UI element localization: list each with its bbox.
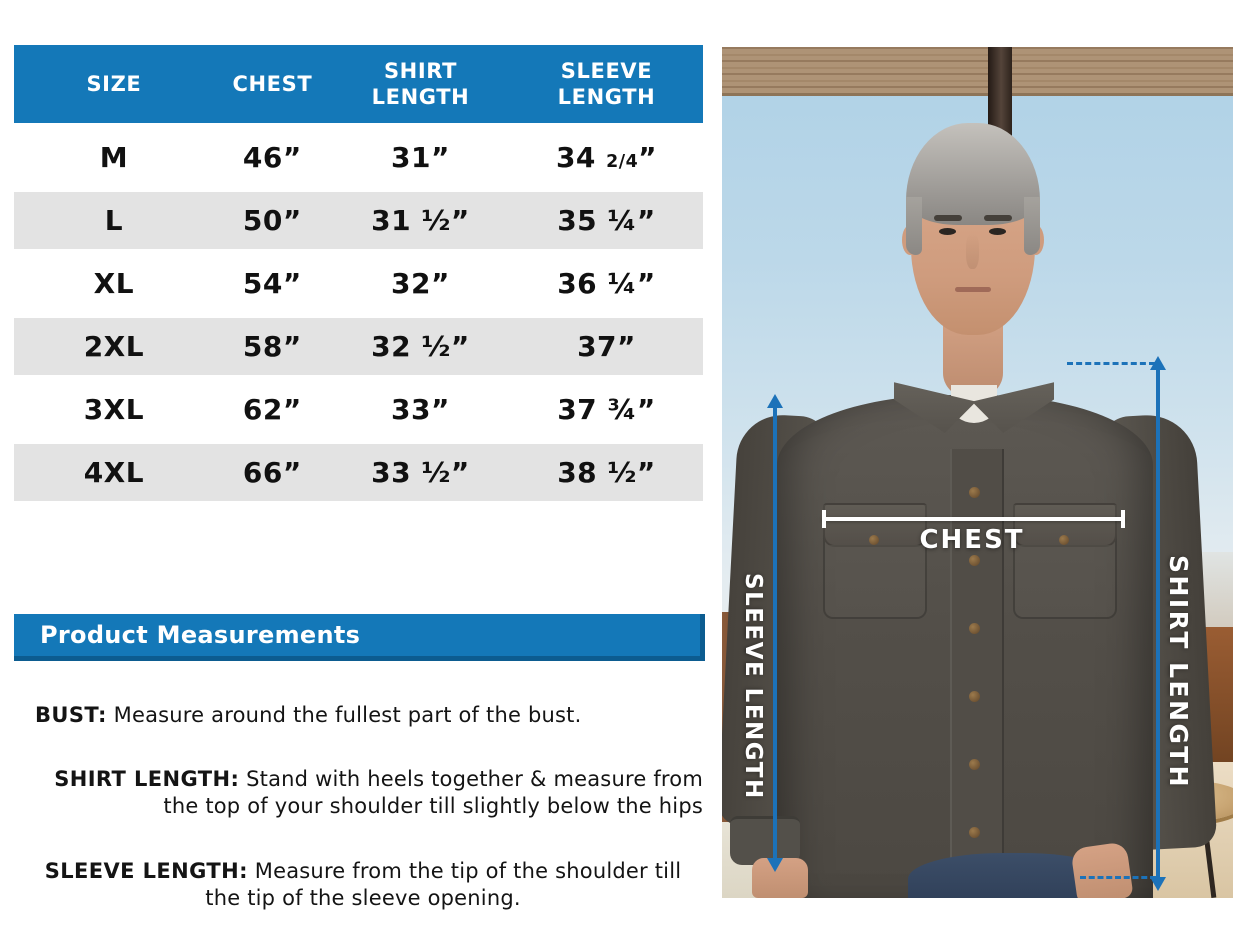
sleeve-length-label: SLEEVE LENGTH (740, 573, 766, 800)
size-cell: 2XL (83, 330, 145, 363)
definition-label: SHIRT LENGTH: (54, 767, 240, 791)
definition-label: BUST: (35, 703, 107, 727)
chest-label: CHEST (919, 525, 1025, 555)
table-row (14, 129, 703, 186)
measurement-cell: 32” (391, 267, 450, 300)
column-header: SHIRT LENGTH (371, 58, 470, 109)
shirt-length-label: SHIRT LENGTH (1164, 555, 1193, 790)
definition-label: SLEEVE LENGTH: (44, 859, 248, 883)
measurement-cell: 31” (391, 141, 450, 174)
column-header: CHEST (232, 71, 313, 96)
sleeve-length-arrow (773, 407, 777, 859)
measurement-cell: 54” (242, 267, 302, 300)
measurement-cell: 38 ½” (557, 456, 656, 489)
model-hair (906, 123, 1040, 225)
measurement-cell: 33” (391, 393, 450, 426)
model-mouth (955, 287, 991, 292)
model-hair-side (906, 197, 922, 255)
measurement-cell: 31 ½” (371, 204, 470, 237)
size-table (14, 45, 703, 507)
shirt-button (969, 487, 980, 498)
size-cell: L (104, 204, 124, 237)
size-cell: 4XL (83, 456, 145, 489)
measurement-cell: 62” (242, 393, 302, 426)
shirt-button (969, 827, 980, 838)
measurement-definition: BUST: Measure around the fullest part of the bust. (35, 703, 582, 727)
model-hair-side (1024, 197, 1040, 255)
measurement-cell: 34 2/4” (555, 141, 658, 174)
measurement-definition: SLEEVE LENGTH: Measure from the tip of the shoulder till the tip of the sleeve opening. (44, 859, 682, 911)
measurement-cell: 35 ¼” (557, 204, 656, 237)
measurement-cell: 66” (242, 456, 302, 489)
table-row (14, 444, 703, 501)
measurement-cell: 33 ½” (371, 456, 470, 489)
table-row (14, 381, 703, 438)
model-eye (939, 228, 956, 235)
shirt-button (969, 555, 980, 566)
shirt-length-dashed-line-top (1067, 362, 1155, 365)
measurement-cell: 32 ½” (371, 330, 470, 363)
shirt-button (969, 623, 980, 634)
table-row (14, 192, 703, 249)
wood-beam (722, 47, 1233, 96)
column-header: SIZE (86, 71, 142, 96)
chest-measure-line (822, 517, 1125, 521)
measurement-cell: 58” (242, 330, 302, 363)
product-photo (722, 47, 1233, 898)
section-header-bar (14, 614, 705, 661)
measurement-cell: 46” (242, 141, 302, 174)
shirt-length-arrow (1156, 369, 1160, 878)
size-table-header (14, 45, 703, 123)
table-row (14, 255, 703, 312)
measurement-cell: 50” (242, 204, 302, 237)
shirt-length-dashed-line-bottom (1080, 876, 1156, 879)
model-eyebrow (934, 215, 962, 221)
model-hand (1070, 841, 1133, 898)
size-table-body (14, 129, 703, 501)
model-nose (966, 233, 979, 269)
model-eye (989, 228, 1006, 235)
measurement-cell: 37” (577, 330, 636, 363)
column-header: SLEEVE LENGTH (557, 58, 656, 109)
size-cell: XL (93, 267, 135, 300)
measurement-cell: 36 ¼” (557, 267, 656, 300)
size-cell: 3XL (83, 393, 145, 426)
model-eyebrow (984, 215, 1012, 221)
table-row (14, 318, 703, 375)
measurement-definition: SHIRT LENGTH: Stand with heels together & measure from the top of your shoulder till slightly below the hips (54, 767, 703, 819)
measurement-cell: 37 ¾” (557, 393, 656, 426)
section-title: Product Measurements (40, 621, 361, 649)
shirt-button (969, 691, 980, 702)
size-cell: M (99, 141, 129, 174)
shirt-button (969, 759, 980, 770)
